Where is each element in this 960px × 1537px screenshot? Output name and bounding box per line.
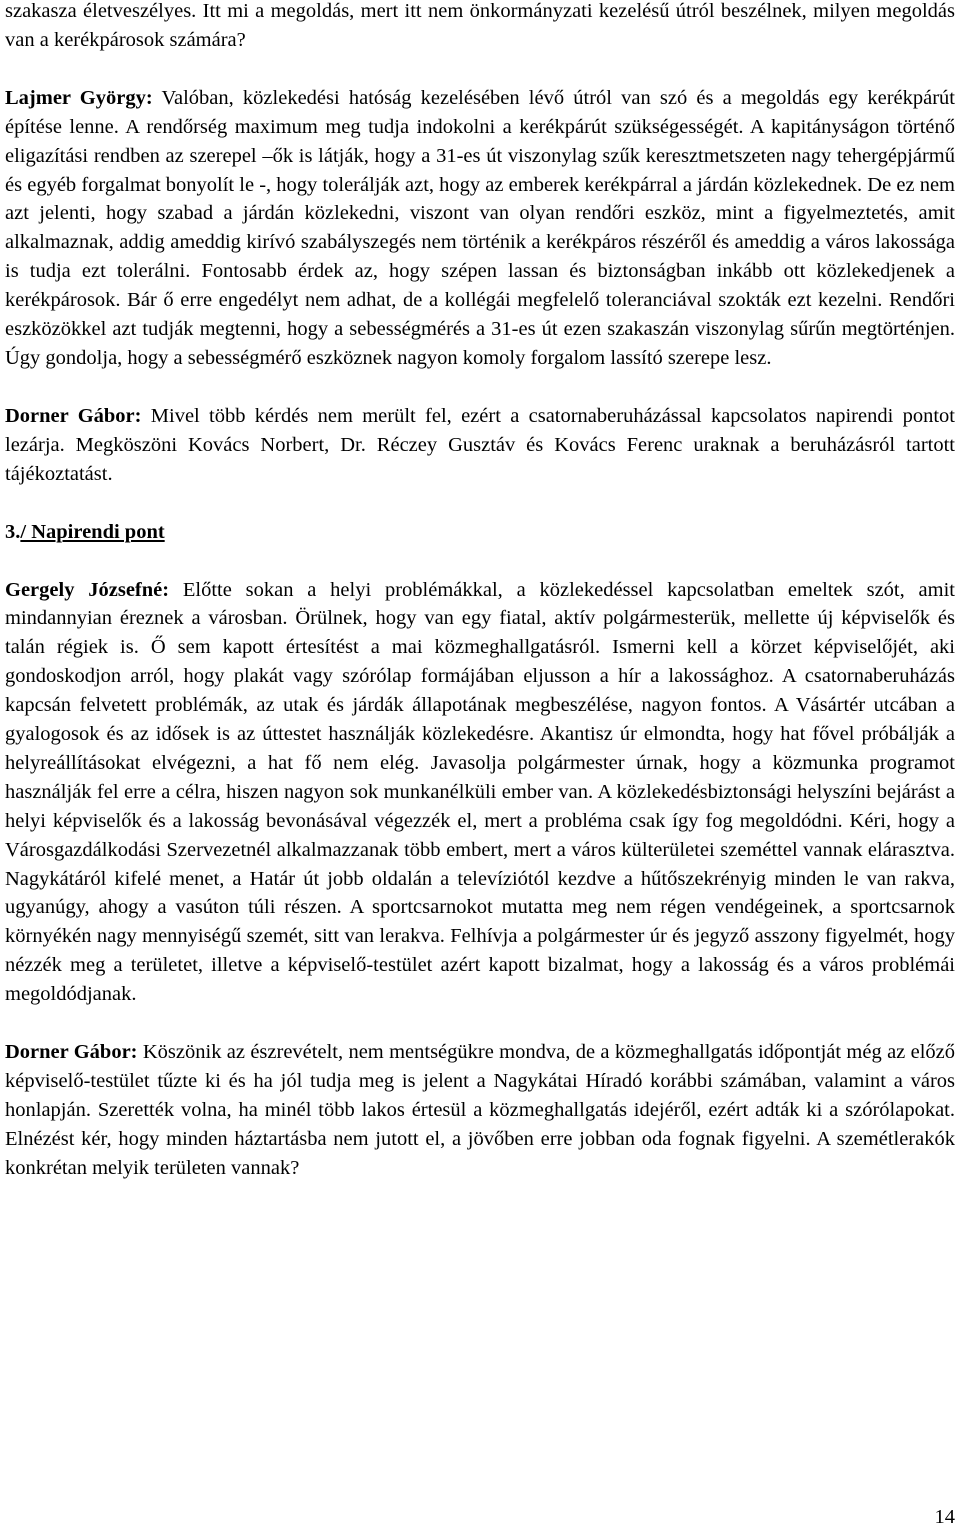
paragraph-continuation [5, 0, 955, 55]
paragraph-gergely [5, 576, 955, 1010]
speaker-name: Dorner Gábor: [5, 1041, 138, 1064]
agenda-label: / Napirendi pont [20, 520, 165, 543]
paragraph-text: szakasza életveszélyes. Itt mi a megoldás, mert itt nem önkormányzati kezelésű útról beszélnek, milyen megoldás van a kerékpárosok számára? [5, 0, 955, 51]
paragraph-text: Előtte sokan a helyi problémákkal, a közlekedéssel kapcsolatban emeltek szót, amit mindannyian éreznek a városban. Örülnek, hogy van egy fiatal, aktív polgármesterük, mellette új képviselők és talán régiek is. Ő sem kapott értesítést a mai közmeghallgatásról. Ismerni kell a körzet képviselőjét, aki gondoskodjon arról, hogy plakát vagy szórólap formájában eljusson a hír a lakossághoz. A csatornaberuházás kapcsán felvetett problémák, az utak és járdák állapotának megbeszélése, nagyon fontos. A Vásártér utcában a gyalogosok és az idősek is az úttestet használják közlekedésre. Akantisz úr elmondta, hogy hat fővel próbálják a helyreállításokat elvégezni, a hat fő nem elég. Javasolja polgármester úrnak, hogy a közmunka programot használják fel erre a célra, hiszen nagyon sok munkanélküli ember van. A közlekedésbiztonsági helyszíni bejárást a helyi képviselők és a lakosság bevonásával végezzék el, mert a probléma csak így fog megoldódni. Kéri, hogy a Városgazdálkodási Szervezetnél alkalmazzanak több embert, mert a város külterületei szeméttel vannak elárasztva. Nagykátáról kifelé menet, a Határ út jobb oldalán a televíziótól kezdve a hűtőszekrényig minden le van rakva, ugyanúgy, ahogy a vasúton túli részen. A sportcsarnokot mutatta meg nem régen vendégeinek, a sportcsarnok környékén nagy mennyiségű szemét, sitt van lerakva. Felhívja a polgármester úr és jegyző asszony figyelmét, hogy nézzék meg a területet, illetve a képviselő-testület azért kapott bizalmat, hogy a lakosság és a város problémái megoldódjanak. [5, 578, 955, 1006]
agenda-heading [5, 518, 955, 547]
paragraph-lajmer [5, 84, 955, 373]
agenda-number: 3. [5, 520, 21, 543]
paragraph-text: Valóban, közlekedési hatóság kezelésében lévő útról van szó és a megoldás egy kerékpárút építése lenne. A rendőrség maximum meg tudja indokolni a kerékpárút szükségességét. A kapitányságon történő eligazítási rendben az szerepel –ők is látják, hogy a 31-es út viszonylag szűk keresztmetszeten nagy tehergépjármű és egyéb forgalmat bonyolít le -, hogy tolerálják azt, hogy az emberek kerékpárral a járdán közlekednek. De ez nem azt jelenti, hogy szabad a járdán közlekedni, viszont van olyan rendőri eszköz, mint a figyelmeztetés, amit alkalmaznak, addig ameddig kirívó szabályszegés nem történik a kerékpáros részéről és ameddig a város lakossága is tudja ezt tolerálni. Fontosabb érdek az, hogy szépen lassan és biztonságban inkább ott közlekedjenek a kerékpárosok. Bár ő erre engedélyt nem adhat, de a kollégái megfelelő toleranciával szokták ezt kezelni. Rendőri eszközökkel azt tudják megtenni, hogy a sebességmérés a 31-es út ezen szakaszán viszonylag sűrűn megtörténjen. Úgy gondolja, hogy a sebességmérő eszköznek nagyon komoly forgalom lassító szerepe lesz. [5, 86, 955, 369]
page-number: 14 [934, 1506, 955, 1528]
speaker-name: Lajmer György: [5, 86, 153, 109]
paragraph-dorner-1 [5, 402, 955, 489]
paragraph-dorner-2 [5, 1038, 955, 1183]
speaker-name: Gergely Józsefné: [5, 578, 170, 601]
paragraph-text: Mivel több kérdés nem merült fel, ezért a csatornaberuházással kapcsolatos napirendi pontot lezárja. Megköszöni Kovács Norbert, Dr. Réczey Gusztáv és Kovács Ferenc uraknak a beruházásról tartott tájékoztatást. [5, 404, 956, 485]
document-page [5, 0, 955, 1183]
paragraph-text: Köszönik az észrevételt, nem mentségükre mondva, de a közmeghallgatás időpontját még az előző képviselő-testület tűzte ki és ha jól tudja meg is jelent a Nagykátai Híradó korábbi számában, valamint a város honlapján. Szerették volna, ha minél több lakos értesül a közmeghallgatás idejéről, ezért adták ki a szórólapokat. Elnézést kér, hogy minden háztartásba nem jutott el, a jövőben erre jobban oda fognak figyelni. A szemétlerakók konkrétan melyik területen vannak? [5, 1041, 956, 1179]
speaker-name: Dorner Gábor: [5, 404, 142, 427]
